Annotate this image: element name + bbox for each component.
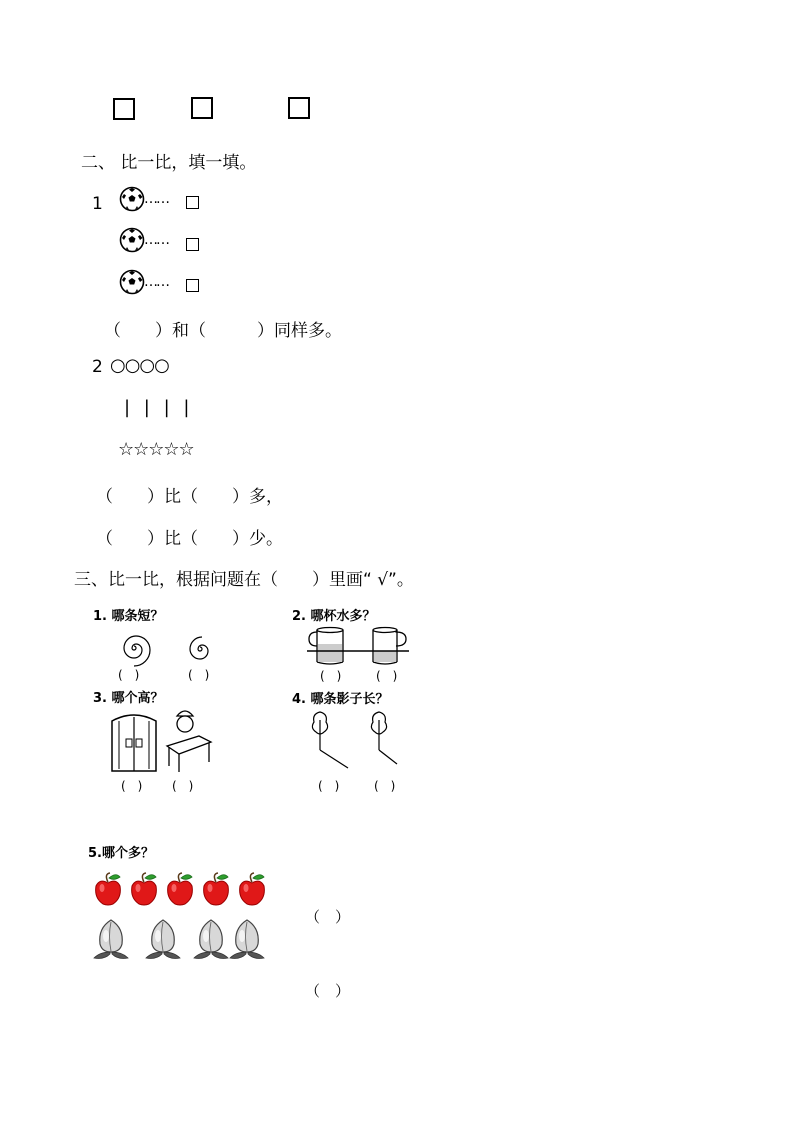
tree-shadow-short-icon (367, 710, 412, 770)
peach-icon (144, 918, 182, 960)
apple-icon (94, 872, 122, 906)
dotted-connector: …… (144, 191, 168, 207)
lamp-table-icon (163, 706, 215, 774)
q2-sticks: | | | | (124, 397, 194, 418)
apple-icon (202, 872, 230, 906)
q2-circles: ○○○○ (110, 355, 169, 376)
apple-icon (166, 872, 194, 906)
answer-paren[interactable]: ( ) (318, 779, 340, 793)
tree-shadow-long-icon (308, 710, 358, 770)
cups-illustration (305, 624, 415, 666)
item4-label: 4. 哪条影子长？ (292, 692, 389, 707)
q2-sentence-1: （ ）比（ ）多， (96, 487, 283, 507)
apple-row (94, 872, 274, 908)
q1-number: 1 (92, 194, 103, 214)
answer-box-3[interactable] (288, 97, 310, 119)
answer-box-1[interactable] (113, 98, 135, 120)
answer-paren-apples[interactable]: （ ） (305, 908, 351, 926)
answer-paren[interactable]: ( ) (118, 668, 140, 682)
answer-paren[interactable]: ( ) (376, 669, 398, 683)
answer-paren[interactable]: ( ) (188, 668, 210, 682)
answer-paren[interactable]: ( ) (121, 779, 143, 793)
answer-paren[interactable]: ( ) (172, 779, 194, 793)
q2-stars: ☆☆☆☆☆ (118, 439, 194, 460)
soccer-ball-icon (119, 227, 145, 253)
item2-label: 2. 哪杯水多？ (292, 609, 376, 624)
peach-icon (228, 918, 266, 960)
apple-icon (130, 872, 158, 906)
answer-box-small[interactable] (186, 196, 199, 209)
answer-box-small[interactable] (186, 279, 199, 292)
item5-label: 5.哪个多？ (88, 846, 154, 861)
answer-paren-peaches[interactable]: （ ） (305, 982, 351, 1000)
long-spiral-icon (114, 628, 154, 668)
q1-sentence: （ ）和（ ）同样多。 (104, 321, 342, 341)
peach-icon (192, 918, 230, 960)
section3-heading: 三、比一比，根据问题在（ ）里画“ √”。 (74, 570, 414, 590)
peach-icon (92, 918, 130, 960)
item1-label: 1. 哪条短？ (93, 609, 164, 624)
answer-box-2[interactable] (191, 97, 213, 119)
peach-row (92, 918, 272, 960)
item3-label: 3. 哪个高？ (93, 691, 164, 706)
section2-heading: 二、 比一比，填一填。 (81, 153, 257, 173)
soccer-ball-icon (119, 269, 145, 295)
soccer-ball-icon (119, 186, 145, 212)
wardrobe-icon (109, 711, 159, 773)
q2-number: 2 (92, 357, 103, 377)
dotted-connector: …… (144, 232, 168, 248)
answer-paren[interactable]: ( ) (374, 779, 396, 793)
answer-box-small[interactable] (186, 238, 199, 251)
answer-paren[interactable]: ( ) (320, 669, 342, 683)
apple-icon (238, 872, 266, 906)
short-spiral-icon (185, 634, 215, 664)
q2-sentence-2: （ ）比（ ）少。 (96, 529, 283, 549)
dotted-connector: …… (144, 274, 168, 290)
